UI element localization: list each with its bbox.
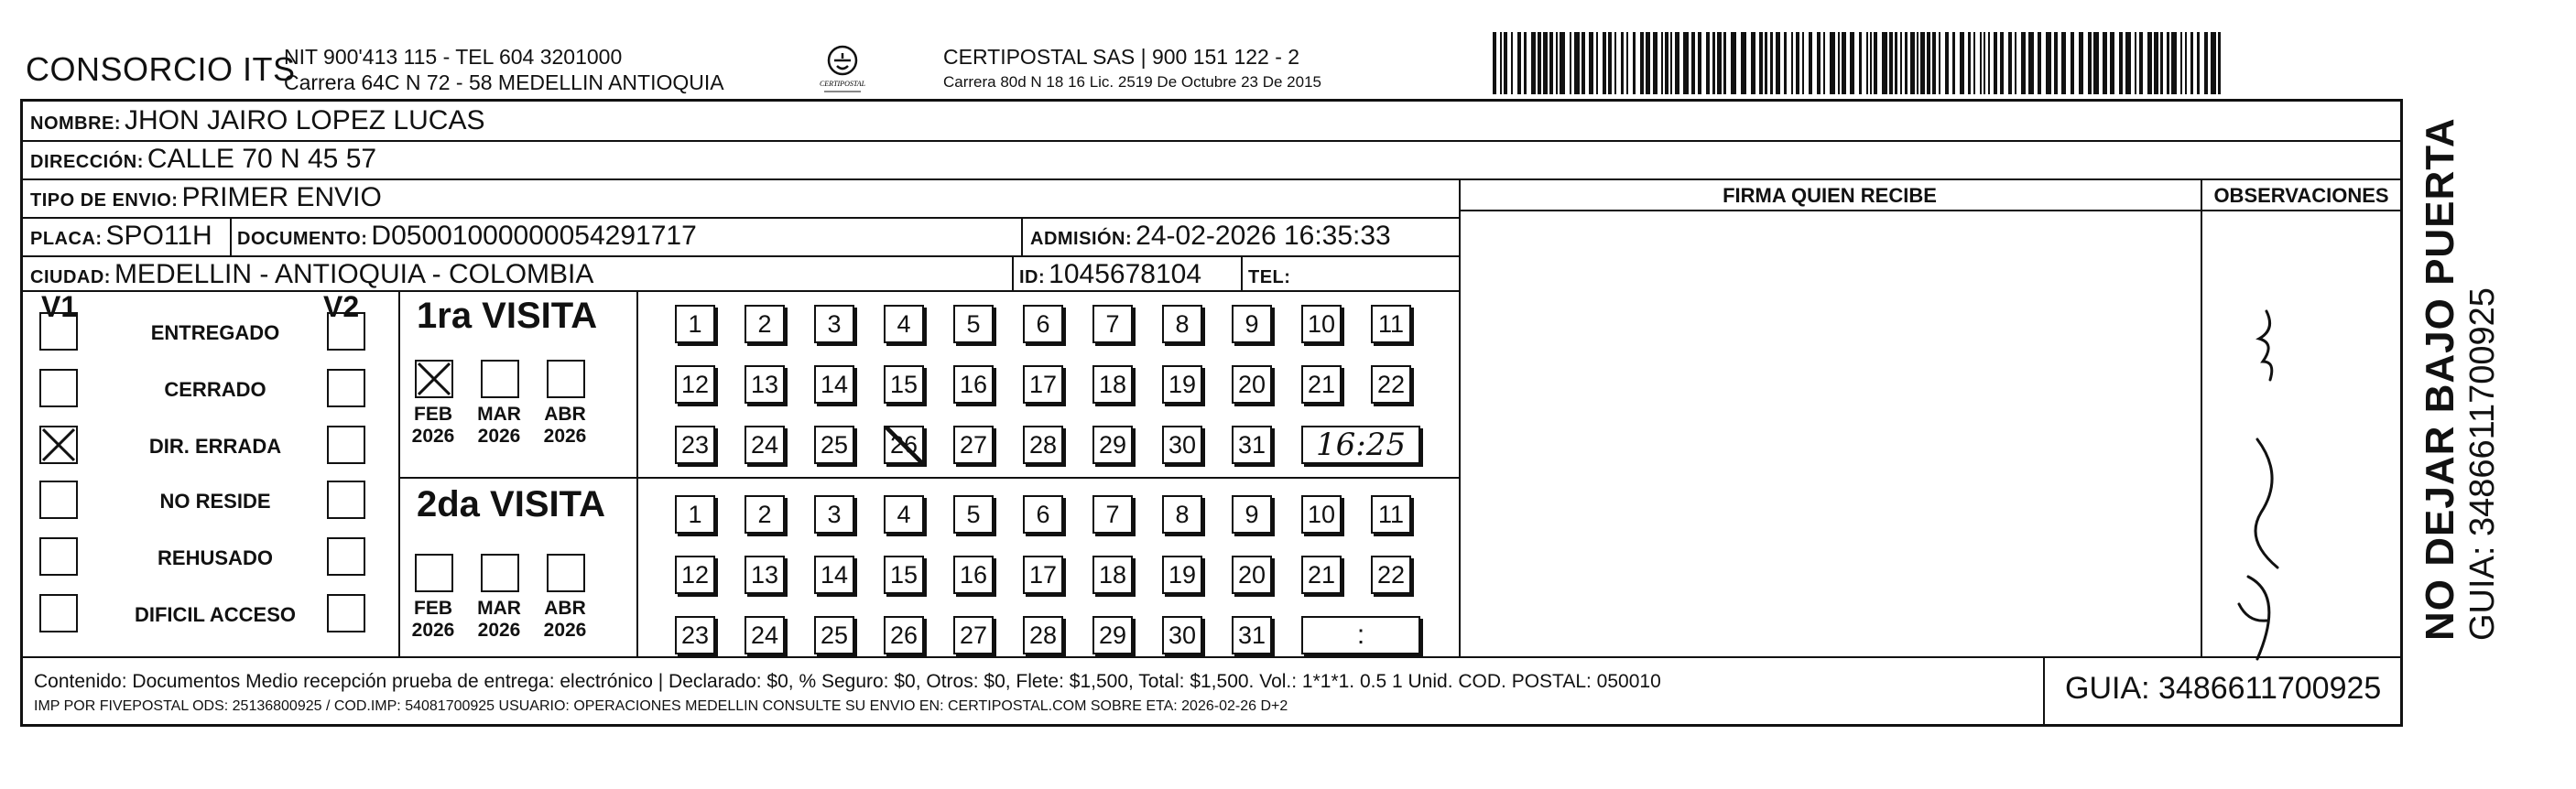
- observaciones-header: OBSERVACIONES: [2213, 184, 2389, 207]
- month-checkbox[interactable]: [481, 360, 519, 398]
- visit2-title: 2da VISITA: [417, 484, 605, 524]
- status-v2-checkbox[interactable]: [327, 481, 365, 519]
- day-box[interactable]: 26: [884, 426, 924, 464]
- month-checkbox[interactable]: [547, 360, 585, 398]
- day-box[interactable]: 10: [1301, 305, 1342, 343]
- day-box[interactable]: 28: [1023, 616, 1063, 654]
- status-v1-checkbox[interactable]: [39, 537, 78, 576]
- day-box[interactable]: 5: [953, 305, 994, 343]
- day-box[interactable]: 16: [953, 365, 994, 404]
- status-label: CERRADO: [164, 378, 266, 401]
- day-box[interactable]: 24: [745, 426, 785, 464]
- visit1-title: 1ra VISITA: [417, 296, 598, 336]
- field-id: ID: 1045678104: [1019, 259, 1202, 289]
- field-nombre: NOMBRE: JHON JAIRO LOPEZ LUCAS: [30, 105, 485, 135]
- day-box[interactable]: 20: [1232, 365, 1272, 404]
- no-dejar-bajo-puerta: NO DEJAR BAJO PUERTA: [2418, 117, 2462, 641]
- day-box[interactable]: 9: [1232, 305, 1272, 343]
- v2-header: V2: [323, 290, 360, 323]
- status-v2-checkbox[interactable]: [327, 312, 365, 351]
- day-box[interactable]: 20: [1232, 556, 1272, 594]
- month-label: ABR 2026: [543, 404, 587, 447]
- month-label: ABR 2026: [543, 598, 587, 641]
- documento-value: D05001000000054291717: [371, 221, 697, 251]
- admision-value: 24-02-2026 16:35:33: [1136, 221, 1391, 251]
- month-label: MAR 2026: [477, 404, 521, 447]
- day-box[interactable]: 8: [1162, 495, 1202, 534]
- day-box[interactable]: 1: [675, 305, 715, 343]
- status-label: DIR. ERRADA: [148, 435, 282, 458]
- day-box[interactable]: 23: [675, 426, 715, 464]
- day-box[interactable]: 13: [745, 556, 785, 594]
- day-box[interactable]: 12: [675, 556, 715, 594]
- footer-content: Contenido: Documentos Medio recepción prueba de entrega: electrónico | Declarado: $0, % Seguro: $0, Otros: $0, Flete: $1,500, Total: $1,500. Vol.: 1*1*1. 0.5 1 Unid. COD. POSTAL: 050010: [34, 671, 1661, 692]
- placa-value: SPO11H: [105, 221, 212, 251]
- day-box[interactable]: 19: [1162, 556, 1202, 594]
- day-box[interactable]: 5: [953, 495, 994, 534]
- status-label: DIFICIL ACCESO: [134, 603, 296, 626]
- day-box[interactable]: 24: [745, 616, 785, 654]
- day-box[interactable]: 2: [745, 305, 785, 343]
- day-box[interactable]: 7: [1092, 495, 1133, 534]
- day-box[interactable]: 31: [1232, 616, 1272, 654]
- day-box[interactable]: 3: [814, 305, 854, 343]
- day-box[interactable]: 8: [1162, 305, 1202, 343]
- side-notice: [2418, 117, 2503, 641]
- company-address: Carrera 64C N 72 - 58 MEDELLIN ANTIOQUIA: [284, 70, 724, 94]
- day-box[interactable]: 25: [814, 616, 854, 654]
- visit-time-field[interactable]: 16:25: [1301, 426, 1420, 464]
- day-box[interactable]: 22: [1371, 365, 1411, 404]
- day-box[interactable]: 9: [1232, 495, 1272, 534]
- footer-guia: GUIA: 3486611700925: [2065, 671, 2382, 706]
- day-box[interactable]: 14: [814, 365, 854, 404]
- month-checkbox[interactable]: [481, 554, 519, 592]
- day-box[interactable]: 18: [1092, 365, 1133, 404]
- status-v1-checkbox[interactable]: [39, 594, 78, 632]
- firma-header: FIRMA QUIEN RECIBE: [1723, 184, 1937, 207]
- status-v2-checkbox[interactable]: [327, 594, 365, 632]
- status-label: REHUSADO: [158, 546, 273, 569]
- day-box[interactable]: 10: [1301, 495, 1342, 534]
- day-box[interactable]: 26: [884, 616, 924, 654]
- id-value: 1045678104: [1049, 259, 1202, 289]
- day-box[interactable]: 13: [745, 365, 785, 404]
- status-v1-checkbox[interactable]: [39, 369, 78, 407]
- day-box[interactable]: 21: [1301, 556, 1342, 594]
- certipostal-logo: [817, 40, 868, 95]
- handwritten-signature: [2212, 302, 2321, 668]
- field-tipo-envio: TIPO DE ENVIO: PRIMER ENVIO: [30, 182, 382, 212]
- day-box[interactable]: 30: [1162, 616, 1202, 654]
- day-box[interactable]: 31: [1232, 426, 1272, 464]
- day-box[interactable]: 11: [1371, 305, 1411, 343]
- side-guia: GUIA: 3486611700925: [2463, 287, 2502, 641]
- company-info: [284, 44, 724, 95]
- status-v2-checkbox[interactable]: [327, 426, 365, 464]
- day-box[interactable]: 21: [1301, 365, 1342, 404]
- day-box[interactable]: 19: [1162, 365, 1202, 404]
- day-box[interactable]: 1: [675, 495, 715, 534]
- v1-header: V1: [41, 290, 78, 323]
- day-box[interactable]: 29: [1092, 426, 1133, 464]
- field-ciudad: CIUDAD: MEDELLIN - ANTIOQUIA - COLOMBIA: [30, 259, 594, 289]
- field-admision: ADMISIÓN: 24-02-2026 16:35:33: [1030, 221, 1391, 251]
- day-box[interactable]: 14: [814, 556, 854, 594]
- day-box[interactable]: 3: [814, 495, 854, 534]
- day-box[interactable]: 6: [1023, 305, 1063, 343]
- day-box[interactable]: 15: [884, 556, 924, 594]
- day-box[interactable]: 29: [1092, 616, 1133, 654]
- day-box[interactable]: 11: [1371, 495, 1411, 534]
- certipostal-license: Carrera 80d N 18 16 Lic. 2519 De Octubre 23 De 2015: [943, 73, 1321, 91]
- day-box[interactable]: 18: [1092, 556, 1133, 594]
- day-box[interactable]: 28: [1023, 426, 1063, 464]
- delivery-form: [20, 99, 2403, 727]
- status-v1-checkbox[interactable]: [39, 481, 78, 519]
- status-label: ENTREGADO: [150, 321, 280, 344]
- day-box[interactable]: 23: [675, 616, 715, 654]
- day-box[interactable]: 2: [745, 495, 785, 534]
- month-checkbox[interactable]: [415, 360, 453, 398]
- nombre-value: JHON JAIRO LOPEZ LUCAS: [125, 105, 485, 135]
- certipostal-nit: CERTIPOSTAL SAS | 900 151 122 - 2: [943, 45, 1300, 69]
- field-tel: TEL:: [1248, 267, 1291, 287]
- day-box[interactable]: 17: [1023, 556, 1063, 594]
- day-box[interactable]: 27: [953, 426, 994, 464]
- month-label: FEB 2026: [411, 404, 455, 447]
- tipo-value: PRIMER ENVIO: [181, 182, 382, 212]
- day-box[interactable]: 7: [1092, 305, 1133, 343]
- footer-print-info: IMP POR FIVEPOSTAL ODS: 25136800925 / COD.IMP: 54081700925 USUARIO: OPERACIONES MEDELLIN CONSULTE SU ENVIO EN: CERTIPOSTAL.COM SOBRE ETA: 2026-02-26 D+2: [34, 698, 1288, 714]
- day-box[interactable]: 15: [884, 365, 924, 404]
- field-documento: DOCUMENTO: D05001000000054291717: [237, 221, 697, 251]
- month-checkbox[interactable]: [547, 554, 585, 592]
- certipostal-info: [943, 44, 1321, 95]
- status-v2-checkbox[interactable]: [327, 369, 365, 407]
- status-label: NO RESIDE: [159, 490, 271, 513]
- day-box[interactable]: 27: [953, 616, 994, 654]
- field-direccion: DIRECCIÓN: CALLE 70 N 45 57: [30, 144, 377, 174]
- day-box[interactable]: 30: [1162, 426, 1202, 464]
- company-name: CONSORCIO ITS: [26, 50, 296, 88]
- day-box[interactable]: 25: [814, 426, 854, 464]
- day-box[interactable]: 16: [953, 556, 994, 594]
- barcode: [1493, 32, 2221, 94]
- month-label: MAR 2026: [477, 598, 521, 641]
- logo-text: CERTIPOSTAL: [819, 80, 866, 88]
- day-box[interactable]: 4: [884, 495, 924, 534]
- month-checkbox[interactable]: [415, 554, 453, 592]
- company-nit: NIT 900'413 115 - TEL 604 3201000: [284, 45, 623, 69]
- visit-time-field[interactable]: :: [1301, 616, 1420, 654]
- ciudad-value: MEDELLIN - ANTIOQUIA - COLOMBIA: [114, 259, 594, 289]
- day-box[interactable]: 12: [675, 365, 715, 404]
- month-label: FEB 2026: [411, 598, 455, 641]
- day-box[interactable]: 22: [1371, 556, 1411, 594]
- status-v2-checkbox[interactable]: [327, 537, 365, 576]
- day-box[interactable]: 17: [1023, 365, 1063, 404]
- day-box[interactable]: 6: [1023, 495, 1063, 534]
- day-box[interactable]: 4: [884, 305, 924, 343]
- direccion-value: CALLE 70 N 45 57: [147, 144, 377, 174]
- status-v1-checkbox[interactable]: [39, 312, 78, 351]
- field-placa: PLACA: SPO11H: [30, 221, 212, 251]
- status-v1-checkbox[interactable]: [39, 426, 78, 464]
